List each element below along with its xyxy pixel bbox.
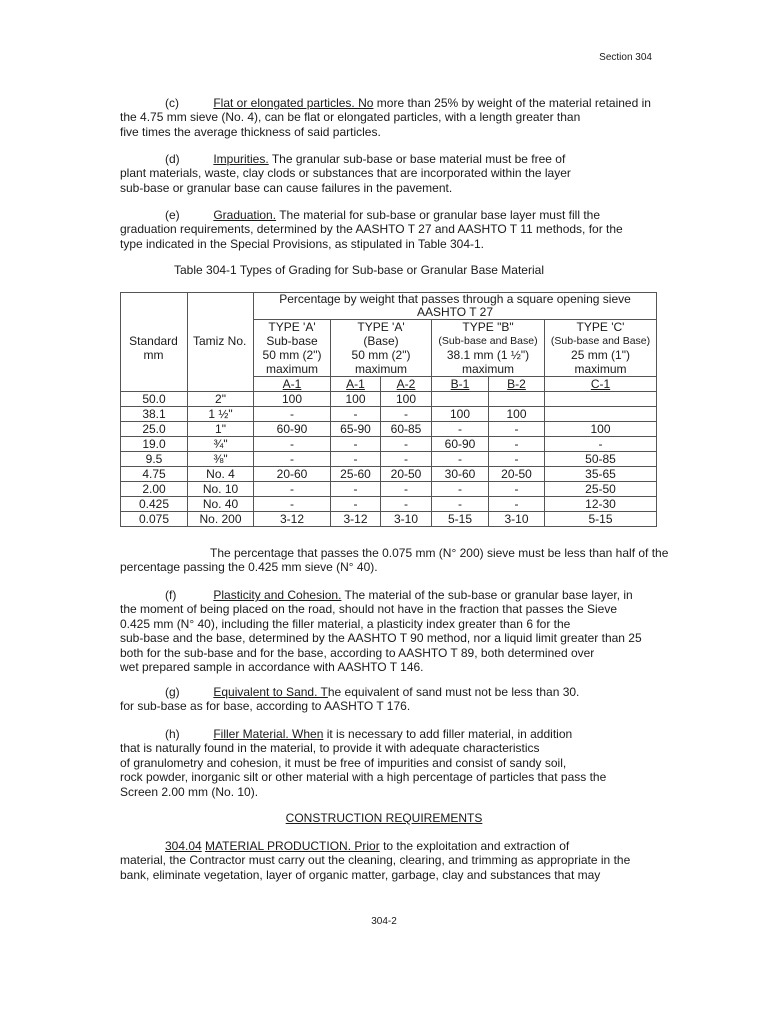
heading-equivalent-sand: Equivalent to Sand. T bbox=[213, 685, 328, 699]
table-cell: 5-15 bbox=[545, 512, 657, 527]
table-cell: - bbox=[489, 422, 545, 437]
grade-b2: B-2 bbox=[489, 377, 545, 392]
table-row bbox=[121, 482, 657, 497]
paragraph-c: (c) Flat or elongated particles. No more than 25% by weight of the material retained in the 4.75 mm sieve (No. 4), can be flat or elongated particles, with a length greater than five times the average thickness of said particles. bbox=[120, 96, 651, 139]
table-cell: 1" bbox=[188, 422, 254, 437]
paragraph-note: The percentage that passes the 0.075 mm (N° 200) sieve must be less than half of the percentage passing the 0.425 mm sieve (N° 40). bbox=[120, 546, 669, 575]
paragraph-h: (h) Filler Material. When it is necessary to add filler material, in addition that is naturally found in the material, to provide it with adequate characteristics of granulometry and cohesion, it must be free of impurities and consist of sandy soil, rock powder, inorganic silt or other material with a high percentage of particles that pass the Screen 2.00 mm (No. 10). bbox=[120, 727, 607, 799]
table-head-percent: Percentage by weight that passes through a square opening sieve AASHTO T 27 bbox=[254, 293, 657, 320]
heading-flat-particles: Flat or elongated particles. No bbox=[213, 96, 374, 110]
paragraph-d: (d) Impurities. The granular sub-base or base material must be free of plant materials, waste, clay clods or substances that are incorporated within the layer sub-base or granular base can cause failures in the pavement. bbox=[120, 152, 571, 195]
grade-b1: B-1 bbox=[432, 377, 489, 392]
table-cell: ¾" bbox=[188, 437, 254, 452]
table-cell: 4.75 bbox=[121, 467, 188, 482]
table-cell: - bbox=[381, 452, 432, 467]
label-f: (f) bbox=[165, 588, 177, 602]
type-a-subbase-head: TYPE 'A' Sub-base 50 mm (2") maximum bbox=[254, 320, 331, 377]
table-cell: - bbox=[381, 407, 432, 422]
table-cell: - bbox=[545, 437, 657, 452]
table-cell: No. 200 bbox=[188, 512, 254, 527]
table-cell: 30-60 bbox=[432, 467, 489, 482]
table-cell: No. 4 bbox=[188, 467, 254, 482]
heading-filler: Filler Material. When bbox=[213, 727, 324, 741]
heading-material-production: MATERIAL PRODUCTION. Prior bbox=[205, 839, 380, 853]
section-header: Section 304 bbox=[599, 52, 652, 63]
table-row bbox=[121, 407, 657, 422]
table-cell: 3-12 bbox=[331, 512, 381, 527]
heading-plasticity: Plasticity and Cohesion. bbox=[213, 588, 342, 602]
table-row bbox=[121, 392, 657, 407]
table-cell: - bbox=[381, 482, 432, 497]
table-cell: No. 10 bbox=[188, 482, 254, 497]
label-g: (g) bbox=[165, 685, 180, 699]
paragraph-304-04: 304.04 MATERIAL PRODUCTION. Prior to the exploitation and extraction of material, the Contractor must carry out the cleaning, clearing, and trimming as appropriate in the bank, eliminate vegetation, layer of organic matter, garbage, clay and substances that may bbox=[120, 839, 631, 882]
type-c-head: TYPE 'C' (Sub-base and Base) 25 mm (1") maximum bbox=[545, 320, 657, 377]
table-cell: 0.425 bbox=[121, 497, 188, 512]
table-cell bbox=[489, 392, 545, 407]
table-cell: - bbox=[489, 482, 545, 497]
table-cell: - bbox=[489, 437, 545, 452]
type-a-base-head: TYPE 'A' (Base) 50 mm (2") maximum bbox=[331, 320, 432, 377]
table-row bbox=[121, 497, 657, 512]
table-cell: 35-65 bbox=[545, 467, 657, 482]
table-cell: 100 bbox=[432, 407, 489, 422]
table-cell: - bbox=[331, 452, 381, 467]
table-cell: 100 bbox=[331, 392, 381, 407]
construction-requirements-title: CONSTRUCTION REQUIREMENTS bbox=[285, 811, 483, 825]
table-cell: - bbox=[254, 407, 331, 422]
table-cell: - bbox=[254, 437, 331, 452]
table-cell: 38.1 bbox=[121, 407, 188, 422]
table-cell: - bbox=[381, 497, 432, 512]
grade-c1: C-1 bbox=[545, 377, 657, 392]
grade-a1: A-1 bbox=[254, 377, 331, 392]
table-cell: - bbox=[489, 497, 545, 512]
table-row bbox=[121, 422, 657, 437]
table-row bbox=[121, 467, 657, 482]
label-d: (d) bbox=[165, 152, 180, 166]
table-cell: 100 bbox=[381, 392, 432, 407]
table-cell: 100 bbox=[254, 392, 331, 407]
grade-a1-base: A-1 bbox=[331, 377, 381, 392]
table-cell: - bbox=[331, 407, 381, 422]
table-cell: - bbox=[432, 422, 489, 437]
table-row bbox=[121, 512, 657, 527]
table-cell bbox=[545, 392, 657, 407]
table-cell: 60-90 bbox=[254, 422, 331, 437]
table-cell: 25-50 bbox=[545, 482, 657, 497]
table-cell: - bbox=[489, 452, 545, 467]
label-h: (h) bbox=[165, 727, 180, 741]
table-cell: 2" bbox=[188, 392, 254, 407]
grading-table bbox=[120, 292, 657, 527]
paragraph-f: (f) Plasticity and Cohesion. The material of the sub-base or granular base layer, in the moment of being placed on the road, should not have in the fraction that passes the Sieve 0.425 mm (N° 40), including the filler material, a plasticity index greater than 6 for the sub-base and the base, determined by the AASHTO T 90 method, nor a liquid limit greater than 25 both for the sub-base and for the base, according to AASHTO T 89, both determined over wet prepared sample in accordance with AASHTO T 146. bbox=[120, 588, 642, 675]
table-cell: 20-60 bbox=[254, 467, 331, 482]
table-cell: 9.5 bbox=[121, 452, 188, 467]
table-cell: - bbox=[381, 437, 432, 452]
grade-a2: A-2 bbox=[381, 377, 432, 392]
table-cell: - bbox=[331, 437, 381, 452]
table-cell: 20-50 bbox=[489, 467, 545, 482]
table-cell: - bbox=[432, 497, 489, 512]
table-cell: - bbox=[254, 482, 331, 497]
table-cell: 1 ½" bbox=[188, 407, 254, 422]
table-row bbox=[121, 452, 657, 467]
standard-mm-label: Standard mm bbox=[129, 334, 178, 362]
page-number: 304-2 bbox=[371, 916, 397, 927]
table-cell: 12-30 bbox=[545, 497, 657, 512]
table-cell: 19.0 bbox=[121, 437, 188, 452]
table-cell: No. 40 bbox=[188, 497, 254, 512]
table-cell bbox=[545, 407, 657, 422]
tamiz-label: Tamiz No. bbox=[193, 334, 247, 348]
table-cell: 2.00 bbox=[121, 482, 188, 497]
section-number: 304.04 bbox=[165, 839, 202, 853]
paragraph-g: (g) Equivalent to Sand. The equivalent of sand must not be less than 30. for sub-base as for base, according to AASHTO T 176. bbox=[120, 685, 580, 714]
table-cell: - bbox=[254, 452, 331, 467]
table-cell: - bbox=[331, 497, 381, 512]
heading-impurities: Impurities. bbox=[213, 152, 269, 166]
table-cell: 25-60 bbox=[331, 467, 381, 482]
table-cell: ⅜" bbox=[188, 452, 254, 467]
table-cell: 50-85 bbox=[545, 452, 657, 467]
heading-graduation: Graduation. bbox=[213, 208, 277, 222]
table-cell: - bbox=[331, 482, 381, 497]
table-cell: 100 bbox=[489, 407, 545, 422]
table-cell: - bbox=[432, 452, 489, 467]
table-row bbox=[121, 437, 657, 452]
table-cell: 100 bbox=[545, 422, 657, 437]
table-cell: 3-12 bbox=[254, 512, 331, 527]
table-cell: 65-90 bbox=[331, 422, 381, 437]
table-cell: 0.075 bbox=[121, 512, 188, 527]
table-cell bbox=[432, 392, 489, 407]
table-cell: 60-85 bbox=[381, 422, 432, 437]
label-e: (e) bbox=[165, 208, 180, 222]
table-cell: - bbox=[432, 482, 489, 497]
table-cell: 5-15 bbox=[432, 512, 489, 527]
type-b-head: TYPE "B" (Sub-base and Base) 38.1 mm (1 ½") maximum bbox=[432, 320, 545, 377]
table-cell: 3-10 bbox=[381, 512, 432, 527]
table-caption: Table 304-1 Types of Grading for Sub-base or Granular Base Material bbox=[174, 263, 544, 277]
table-cell: 60-90 bbox=[432, 437, 489, 452]
label-c: (c) bbox=[165, 96, 179, 110]
table-cell: 25.0 bbox=[121, 422, 188, 437]
table-cell: 3-10 bbox=[489, 512, 545, 527]
table-cell: 20-50 bbox=[381, 467, 432, 482]
table-cell: 50.0 bbox=[121, 392, 188, 407]
paragraph-e: (e) Graduation. The material for sub-base or granular base layer must fill the graduation requirements, determined by the AASHTO T 27 and AASHTO T 11 methods, for the type indicated in the Special Provisions, as stipulated in Table 304-1. bbox=[120, 208, 623, 251]
table-cell: - bbox=[254, 497, 331, 512]
